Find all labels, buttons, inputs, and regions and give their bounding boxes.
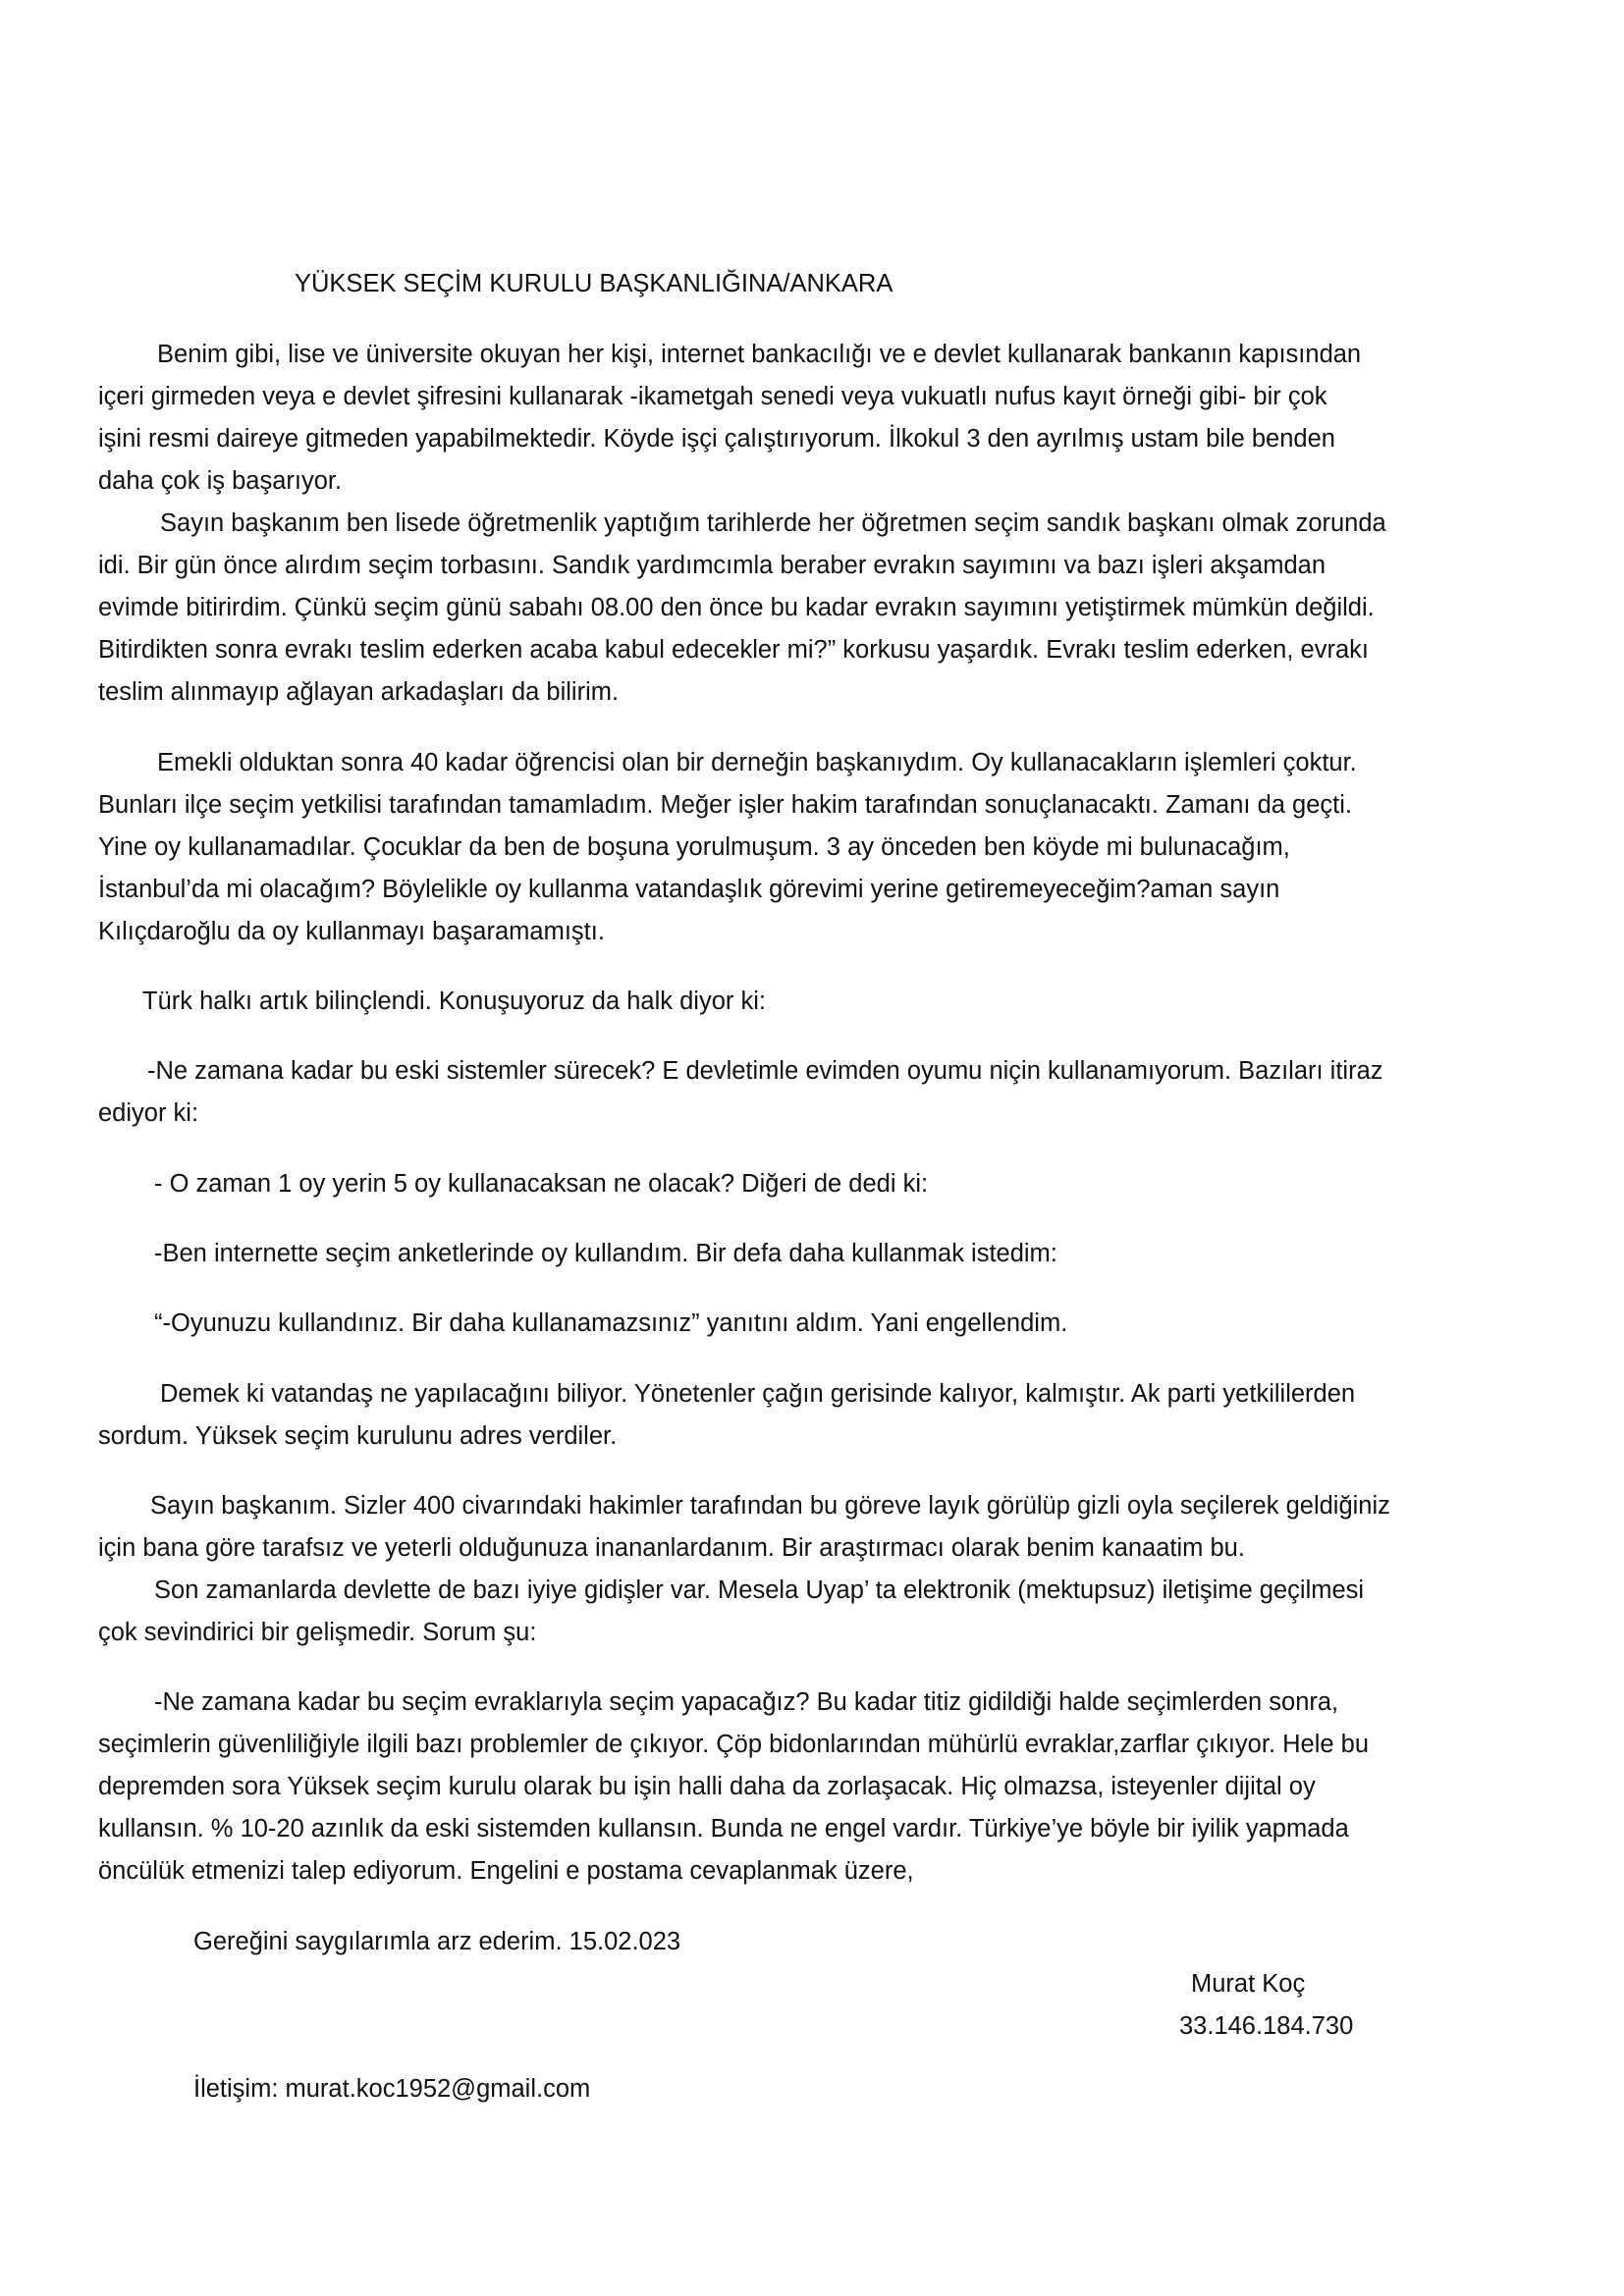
body-line: Benim gibi, lise ve üniversite okuyan her kişi, internet bankacılığı ve e devlet kullanarak bankanın kapısından	[157, 341, 1362, 368]
body-line: işini resmi daireye gitmeden yapabilmektedir. Köyde işçi çalıştırıyorum. İlkokul 3 den ayrılmış ustam bile benden	[98, 425, 1335, 453]
body-line: Son zamanlarda devlette de bazı iyiye gidişler var. Mesela Uyap’ ta elektronik (mektupsuz) iletişime geçilmesi	[154, 1576, 1365, 1604]
signature-number: 33.146.184.730	[1179, 2012, 1354, 2040]
body-line: sordum. Yüksek seçim kurulunu adres verdiler.	[98, 1422, 618, 1450]
body-line: evimde bitirirdim. Çünkü seçim günü sabahı 08.00 den önce bu kadar evrakın sayımını yetiştirmek mümkün değildi.	[98, 594, 1375, 621]
body-line: içeri girmeden veya e devlet şifresini kullanarak -ikametgah senedi veya vukuatlı nufus kayıt örneği gibi- bir çok	[98, 383, 1327, 410]
body-line: İstanbul’da mi olacağım? Böylelikle oy kullanma vatandaşlık görevimi yerine getiremeyeceğim?aman sayın	[98, 876, 1280, 903]
body-line: Sayın başkanım. Sizler 400 civarındaki hakimler tarafından bu göreve layık görülüp gizli oyla seçilerek geldiğiniz	[150, 1492, 1390, 1520]
signature-name: Murat Koç	[1191, 1970, 1306, 1998]
body-line: - O zaman 1 oy yerin 5 oy kullanacaksan ne olacak? Diğeri de dedi ki:	[154, 1170, 929, 1198]
body-line: seçimlerin güvenliliğiyle ilgili bazı problemler de çıkıyor. Çöp bidonlarından mühürlü evraklar,zarflar çıkıyor. Hele bu	[98, 1731, 1370, 1758]
body-line: Türk halkı artık bilinçlendi. Konuşuyoruz da halk diyor ki:	[142, 988, 766, 1015]
body-line: ediyor ki:	[98, 1099, 199, 1127]
body-line: için bana göre tarafsız ve yeterli olduğunuza inananlardanım. Bir araştırmacı olarak benim kanaatim bu.	[98, 1534, 1245, 1562]
body-line: depremden sora Yüksek seçim kurulu olarak bu işin halli daha da zorlaşacak. Hiç olmazsa, isteyenler dijital oy	[98, 1773, 1316, 1800]
body-line: -Ne zamana kadar bu eski sistemler sürecek? E devletimle evimden oyumu niçin kullanamıyorum. Bazıları itiraz	[147, 1057, 1383, 1085]
contact-line: İletişim: murat.koc1952@gmail.com	[193, 2075, 591, 2103]
body-line: Yine oy kullanamadılar. Çocuklar da ben de boşuna yorulmuşum. 3 ay önceden ben köyde mi bulunacağım,	[98, 833, 1290, 861]
body-line: kullansın. % 10-20 azınlık da eski sistemden kullansın. Bunda ne engel vardır. Türkiye’ye böyle bir iyilik yapmada	[98, 1815, 1349, 1842]
body-line: Emekli olduktan sonra 40 kadar öğrencisi olan bir derneğin başkanıydım. Oy kullanacakların işlemleri çoktur.	[157, 749, 1357, 776]
letter-title: YÜKSEK SEÇİM KURULU BAŞKANLIĞINA/ANKARA	[295, 270, 893, 297]
body-line: “-Oyunuzu kullandınız. Bir daha kullanamazsınız” yanıtını aldım. Yani engellendim.	[154, 1309, 1068, 1337]
body-line: Bitirdikten sonra evrakı teslim ederken acaba kabul edecekler mi?” korkusu yaşardık. Evrakı teslim ederken, evrakı	[98, 636, 1369, 664]
body-line: idi. Bir gün önce alırdım seçim torbasını. Sandık yardımcımla beraber evrakın sayımını va bazı işleri akşamdan	[98, 552, 1326, 579]
body-line: teslim alınmayıp ağlayan arkadaşları da bilirim.	[98, 678, 620, 706]
body-line: Kılıçdaroğlu da oy kullanmayı başaramamıştı.	[98, 918, 605, 945]
body-line: çok sevindirici bir gelişmedir. Sorum şu:	[98, 1619, 537, 1646]
body-line: -Ben internette seçim anketlerinde oy kullandım. Bir defa daha kullanmak istedim:	[154, 1240, 1057, 1267]
body-line: -Ne zamana kadar bu seçim evraklarıyla seçim yapacağız? Bu kadar titiz gidildiği halde seçimlerden sonra,	[154, 1688, 1339, 1716]
body-line: Demek ki vatandaş ne yapılacağını biliyor. Yönetenler çağın gerisinde kalıyor, kalmıştır. Ak parti yetkililerden	[160, 1380, 1356, 1408]
body-line: öncülük etmenizi talep ediyorum. Engelini e postama cevaplanmak üzere,	[98, 1857, 914, 1885]
body-line: Bunları ilçe seçim yetkilisi tarafından tamamladım. Meğer işler hakim tarafından sonuçlanacaktı. Zamanı da geçti.	[98, 791, 1352, 819]
body-line: Sayın başkanım ben lisede öğretmenlik yaptığım tarihlerde her öğretmen seçim sandık başkanı olmak zorunda	[160, 509, 1386, 537]
body-line: daha çok iş başarıyor.	[98, 467, 343, 495]
closing-line: Gereğini saygılarımla arz ederim. 15.02.023	[193, 1928, 681, 1955]
